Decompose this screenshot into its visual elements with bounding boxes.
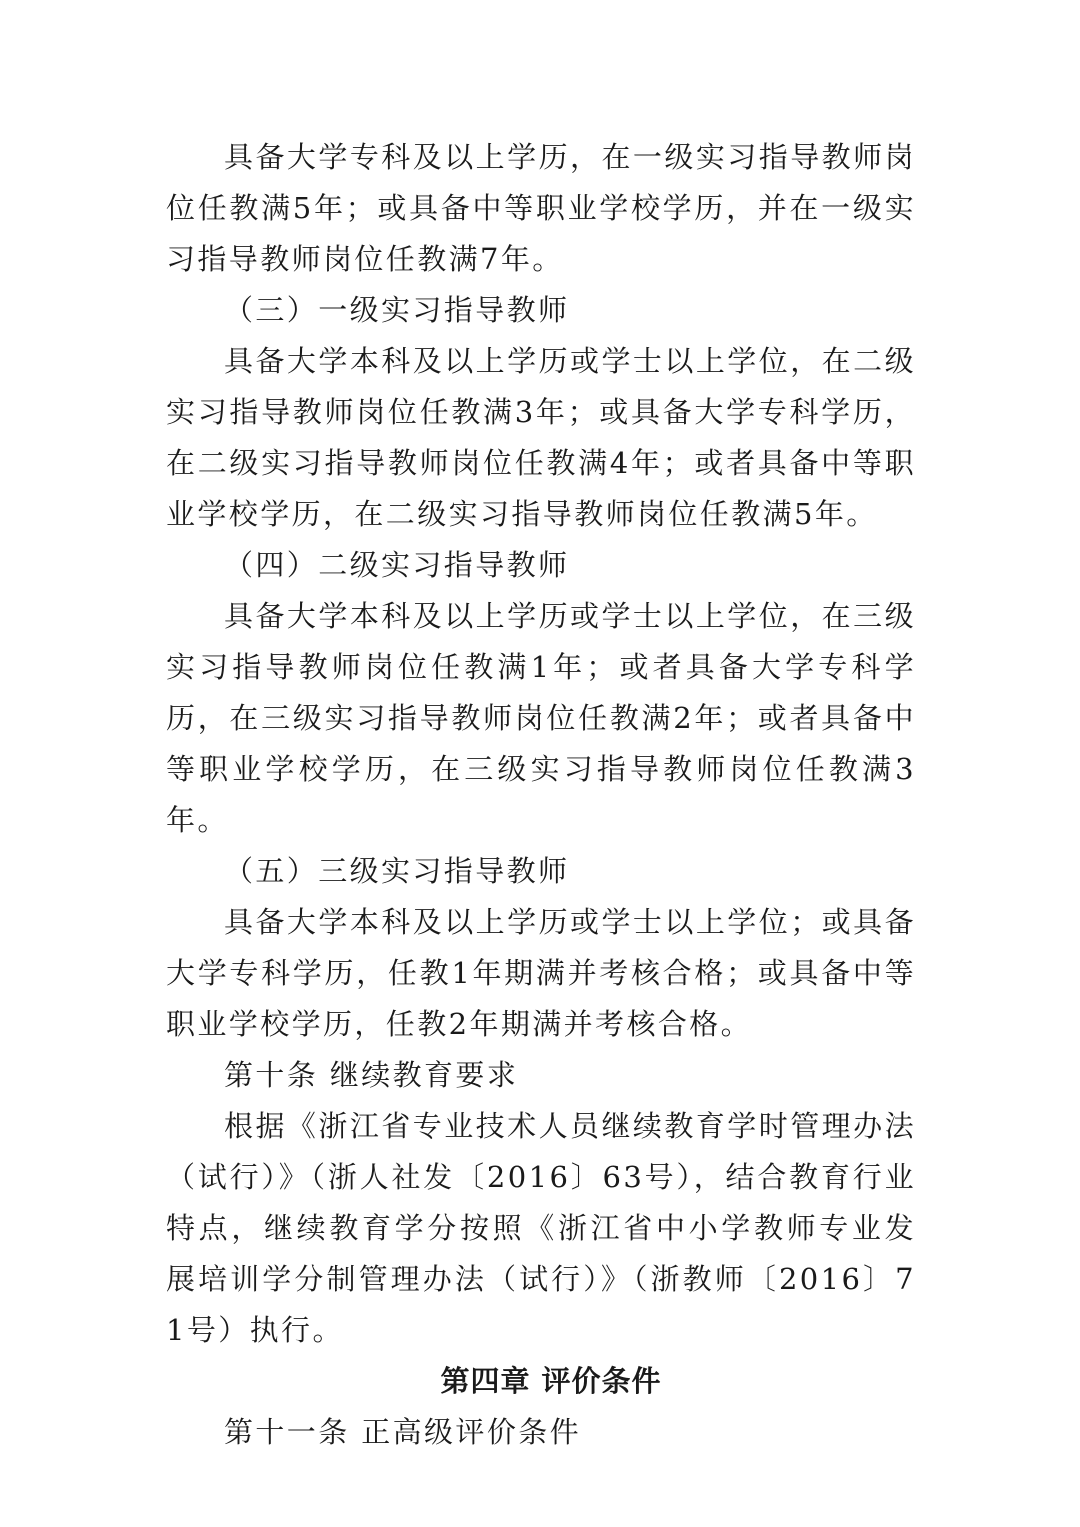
document-page [166, 132, 916, 1458]
paragraph-third-level-instructor-requirements: 具备大学本科及以上学历或学士以上学位；或具备大学专科学历，任教1年期满并考核合格；或具备中等职业学校学历，任教2年期满并考核合格。 [166, 905, 916, 1041]
paragraph-first-level-requirements: 具备大学专科及以上学历，在一级实习指导教师岗位任教满5年；或具备中等职业学校学历，并在一级实习指导教师岗位任教满7年。 [166, 140, 916, 276]
paragraph-continuing-education: 根据《浙江省专业技术人员继续教育学时管理办法（试行）》（浙人社发〔2016〕63号），结合教育行业特点，继续教育学分按照《浙江省中小学教师专业发展培训学分制管理办法（试行）》（浙教师〔2016〕71号）执行。 [166, 1109, 916, 1347]
heading-article-10: 第十条 继续教育要求 [224, 1058, 519, 1092]
heading-third-level-instructor: （五）三级实习指导教师 [224, 854, 570, 888]
paragraph-first-level-instructor-requirements: 具备大学本科及以上学历或学士以上学位，在二级实习指导教师岗位任教满3年；或具备大学专科学历，在二级实习指导教师岗位任教满4年；或者具备中等职业学校学历，在二级实习指导教师岗位任教满5年。 [166, 344, 916, 531]
heading-first-level-instructor: （三）一级实习指导教师 [224, 293, 570, 327]
heading-article-11: 第十一条 正高级评价条件 [224, 1415, 582, 1449]
paragraph-second-level-instructor-requirements: 具备大学本科及以上学历或学士以上学位，在三级实习指导教师岗位任教满1年；或者具备大学专科学历，在三级实习指导教师岗位任教满2年；或者具备中等职业学校学历，在三级实习指导教师岗位任教满3年。 [166, 599, 916, 837]
chapter-title: 第四章 评价条件 [440, 1364, 662, 1398]
heading-second-level-instructor: （四）二级实习指导教师 [224, 548, 570, 582]
